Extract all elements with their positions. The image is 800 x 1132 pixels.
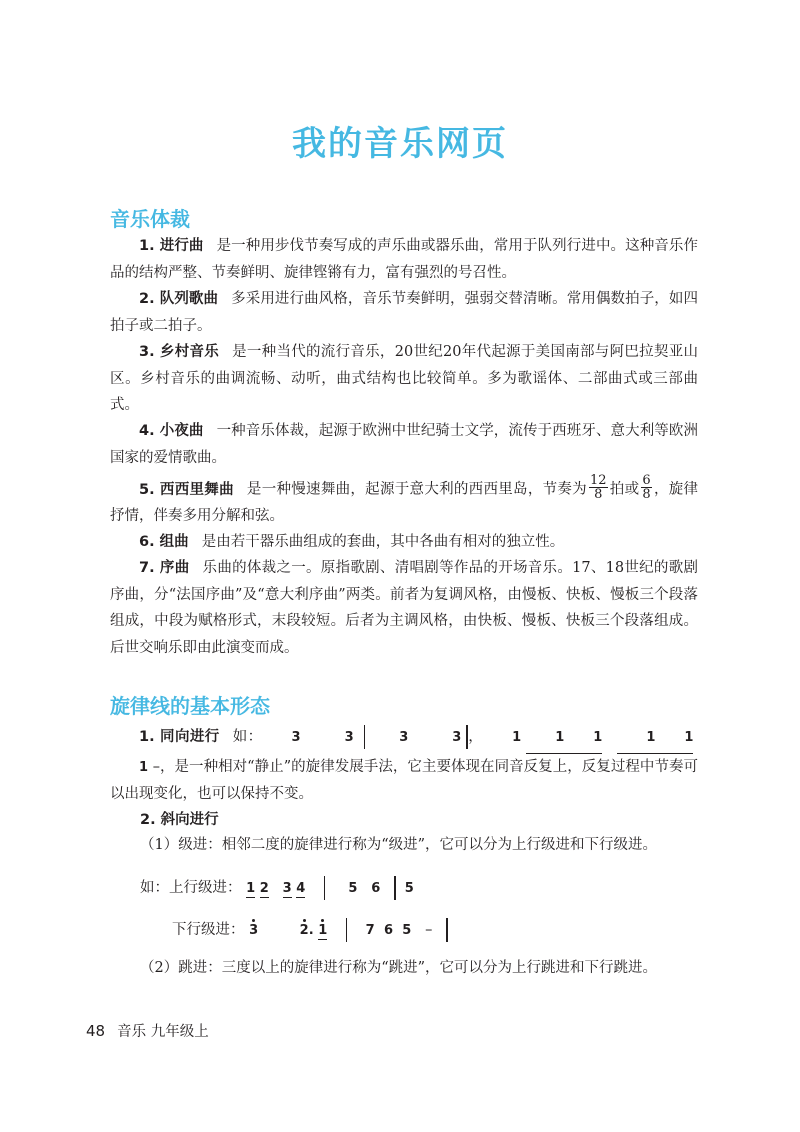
hold-dash: – xyxy=(152,758,160,775)
genre-term: 3. 乡村音乐 xyxy=(139,344,220,360)
note-2-eighth: 2 xyxy=(259,881,269,896)
note-3-eighth: 3 xyxy=(282,881,292,896)
genre-item-serenade xyxy=(110,418,698,471)
ascending-step-example xyxy=(140,876,414,900)
note-5: 5 xyxy=(348,881,358,896)
genre-item-parade-song xyxy=(110,286,698,339)
descending-label: 下行级进： xyxy=(172,922,245,938)
note-2-high: 2 xyxy=(299,923,309,938)
genre-term: 5. 西西里舞曲 xyxy=(139,481,234,498)
example-prefix: 如： xyxy=(232,729,263,745)
melody-term: 1. 同向进行 xyxy=(139,729,220,745)
ascending-label: 如：上行级进： xyxy=(140,880,242,896)
note-1-eighth: 1 xyxy=(617,725,655,754)
bar-line xyxy=(446,918,448,942)
genre-item-country-music xyxy=(110,339,698,419)
note-6: 6 xyxy=(383,923,393,938)
note-4-eighth: 4 xyxy=(296,881,306,896)
page-title: 我的音乐网页 xyxy=(292,124,508,164)
genre-desc: 多采用进行曲风格，音乐节奏鲜明，强弱交替清晰。常用偶数拍子，如四拍子或二拍子。 xyxy=(110,291,698,334)
page-number: 48 xyxy=(86,1022,106,1040)
note-1-eighth: 1 xyxy=(655,725,693,754)
melody-same-direction xyxy=(110,724,698,808)
section-heading-genres: 音乐体裁 xyxy=(110,207,190,231)
melody-desc: ，是一种相对“静止”的旋律发展手法，它主要体现在同音反复上，反复过程中节奏可以出现变化，也可以保持不变。 xyxy=(110,758,699,802)
genre-term: 7. 序曲 xyxy=(139,560,190,576)
genre-desc-b: 拍或 xyxy=(609,481,640,498)
genre-desc: 是一种用步伐节奏写成的声乐曲或器乐曲，常用于队列行进中。这种音乐作品的结构严整、节奏鲜明、旋律铿锵有力，富有强烈的号召性。 xyxy=(110,238,698,281)
genre-term: 6. 组曲 xyxy=(139,534,189,550)
bar-line xyxy=(324,876,326,900)
genre-desc-c: ，旋律抒情，伴奏多用分解和弦。 xyxy=(110,481,699,524)
genre-desc: 是由若干器乐曲组成的套曲，其中各曲有相对的独立性。 xyxy=(201,534,565,550)
note-3: 3 xyxy=(291,730,301,745)
note-7: 7 xyxy=(365,923,375,938)
note-1-eighth: 1 xyxy=(564,725,602,754)
note-1-eighth: 1 xyxy=(526,725,564,754)
descending-step-example xyxy=(172,918,448,942)
genre-item-overture xyxy=(110,555,698,661)
book-title: 音乐 九年级上 xyxy=(117,1024,209,1040)
melody-step-desc: （1）级进：相邻二度的旋律进行称为“级进”，它可以分为上行级进和下行级进。 xyxy=(140,837,658,853)
section-heading-melody-forms: 旋律线的基本形态 xyxy=(110,694,270,718)
genre-term: 4. 小夜曲 xyxy=(139,423,204,439)
genre-desc: 一种音乐体裁，起源于欧洲中世纪骑士文学，流传于西班牙、意大利等欧洲国家的爱情歌曲。 xyxy=(110,423,698,466)
note-1: 1 xyxy=(139,759,149,775)
genre-item-march xyxy=(110,233,698,286)
genre-desc: 是一种当代的流行音乐，20世纪20年代起源于美国南部与阿巴拉契亚山区。乡村音乐的曲调流畅、动听，曲式结构也比较简单。多为歌谣体、二部曲式或三部曲式。 xyxy=(110,344,698,413)
fraction-denominator: 8 xyxy=(594,487,603,502)
dot-augmentation: . xyxy=(308,923,314,938)
note-3: 3 xyxy=(452,730,462,745)
note-1: 1 xyxy=(512,730,522,745)
notation-inline: 3 3 3 3 ， 1 1 1 1 1 1 – xyxy=(110,729,698,775)
page-footer xyxy=(86,1020,209,1041)
note-5: 5 xyxy=(404,881,414,896)
fraction-6-8 xyxy=(641,474,651,501)
note-3: 3 xyxy=(344,730,354,745)
bar-line xyxy=(346,918,348,942)
genre-desc-a: 是一种慢速舞曲，起源于意大利的西西里岛，节奏为 xyxy=(246,481,587,498)
fraction-numerator: 6 xyxy=(642,473,651,488)
fraction-denominator: 8 xyxy=(642,487,651,502)
bar-line xyxy=(466,725,468,749)
genre-desc: 乐曲的体裁之一。原指歌剧、清唱剧等作品的开场音乐。17、18世纪的歌剧序曲，分“法国序曲”及“意大利序曲”两类。前者为复调风格，由慢板、快板、慢板三个段落组成，中段为赋格形式，末段较短。后者为主调风格，由快板、慢板、快板三个段落组成。后世交响乐即由此演变而成。 xyxy=(110,560,698,656)
genre-term: 1. 进行曲 xyxy=(139,238,204,254)
note-6: 6 xyxy=(371,881,381,896)
melody-leap-desc: （2）跳进：三度以上的旋律进行称为“跳进”，它可以分为上行跳进和下行跳进。 xyxy=(140,960,658,976)
note-3: 3 xyxy=(399,730,409,745)
note-1-eighth: 1 xyxy=(246,881,256,896)
fraction-12-8 xyxy=(589,474,608,501)
fraction-numerator: 12 xyxy=(589,473,607,488)
melody-oblique-term: 2. 斜向进行 xyxy=(140,812,219,828)
note-1-high-eighth: 1 xyxy=(318,923,328,938)
genre-term: 2. 队列歌曲 xyxy=(139,291,219,307)
hold-dash: – xyxy=(425,922,433,938)
bar-line xyxy=(394,876,396,900)
genre-item-suite xyxy=(110,529,698,556)
genre-item-siciliana xyxy=(110,473,699,530)
note-3-high: 3 xyxy=(249,923,259,938)
bar-line xyxy=(364,725,366,749)
note-5: 5 xyxy=(402,923,412,938)
